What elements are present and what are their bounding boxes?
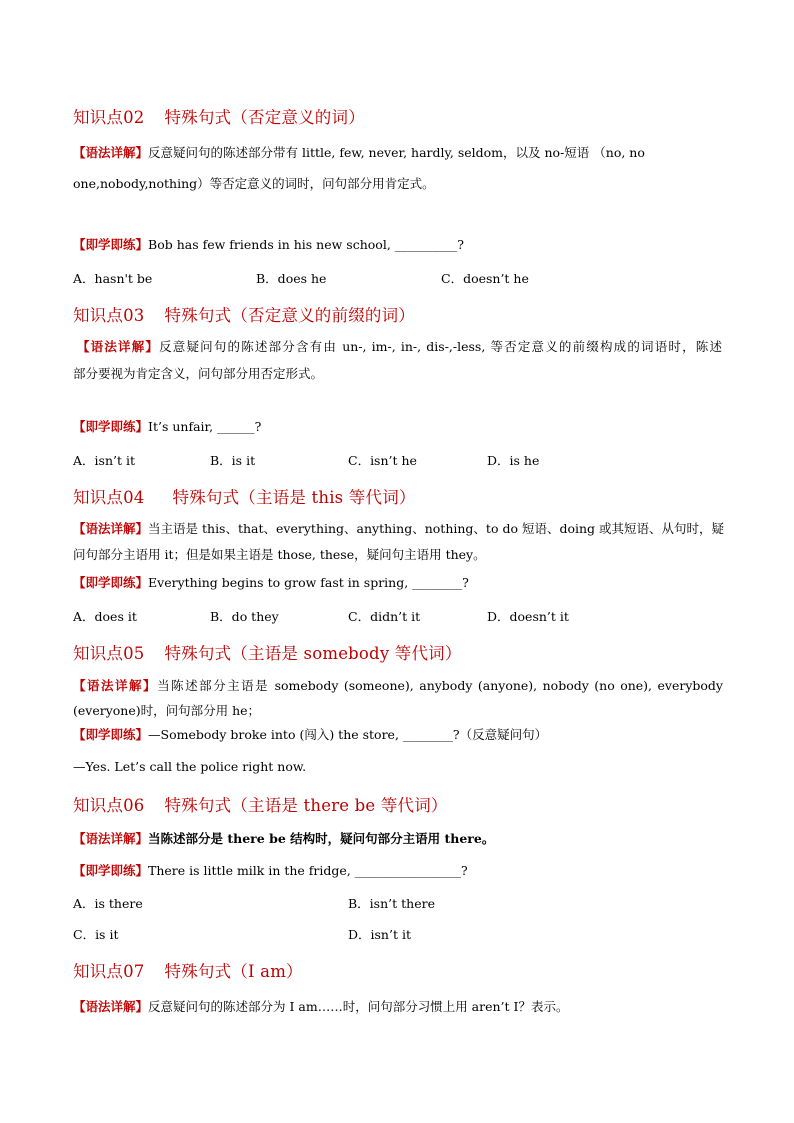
- grammar-tag: 【语法详解】: [77, 339, 160, 354]
- option-b: B．does he: [256, 271, 327, 286]
- option-a: A．is there: [73, 896, 143, 911]
- exercise-dialogue-line: —Yes. Let’s call the police right now.: [73, 759, 307, 774]
- grammar-text: 当主语是 this、that、everything、anything、nothing、to do 短语、doing 或其短语、从句时，疑: [148, 521, 725, 536]
- grammar-rule-line: [73, 145, 723, 161]
- section-number: 知识点06: [73, 796, 145, 815]
- grammar-tag: 【语法详解】: [73, 831, 149, 846]
- grammar-tag: 【语法详解】: [73, 521, 149, 536]
- section-title: 特殊句式（主语是 this 等代词）: [172, 488, 416, 507]
- option-d: D．is he: [487, 453, 540, 468]
- option-a: A．isn’t it: [73, 453, 135, 468]
- section-number: 知识点05: [73, 644, 145, 663]
- option-d: D．isn’t it: [348, 927, 411, 942]
- option-c: C．didn’t it: [348, 609, 421, 624]
- exercise-tag: 【即学即练】: [73, 727, 149, 742]
- section-title: 特殊句式（主语是 somebody 等代词）: [164, 644, 462, 663]
- exercise-text: It’s unfair, ______?: [148, 419, 262, 434]
- grammar-rule-line: 部分要视为肯定含义，问句部分用否定形式。: [73, 366, 324, 381]
- grammar-text: 当陈述部分主语是 somebody (someone), anybody (anyone), nobody (no one), everybody: [157, 678, 723, 693]
- exercise-line: [73, 419, 723, 435]
- exercise-line: [73, 863, 723, 879]
- section-number: 知识点03: [73, 306, 145, 325]
- grammar-tag: 【语法详解】: [73, 145, 149, 160]
- section-number: 知识点07: [73, 962, 145, 981]
- grammar-rule-line: [73, 999, 723, 1015]
- grammar-rule-line: [73, 678, 723, 694]
- option-c: C．doesn’t he: [441, 271, 529, 286]
- grammar-rule-line: one,nobody,nothing）等否定意义的词时，问句部分用肯定式。: [73, 176, 435, 191]
- grammar-rule-line: [77, 339, 722, 355]
- section-heading-03: [73, 302, 415, 326]
- section-title: 特殊句式（I am）: [164, 962, 303, 981]
- grammar-rule-line: (everyone)时，问句部分用 he；: [73, 703, 261, 718]
- exercise-tag: 【即学即练】: [73, 575, 149, 590]
- section-number: 知识点02: [73, 108, 145, 127]
- exercise-tag: 【即学即练】: [73, 419, 149, 434]
- exercise-tag: 【即学即练】: [73, 863, 149, 878]
- grammar-text: 当陈述部分是 there be 结构时，疑问句部分主语用 there。: [148, 831, 495, 846]
- section-number: 知识点04: [73, 488, 145, 507]
- section-heading-06: [73, 792, 448, 816]
- section-title: 特殊句式（否定意义的词）: [164, 108, 365, 127]
- exercise-line: [73, 727, 723, 743]
- exercise-text: —Somebody broke into (闯入) the store, ________?（反意疑问句）: [148, 727, 548, 742]
- grammar-rule-line: 问句部分主语用 it；但是如果主语是 those, these，疑问句主语用 they。: [73, 547, 486, 562]
- option-d: D．doesn’t it: [487, 609, 569, 624]
- exercise-line: [73, 237, 723, 253]
- option-c: C．is it: [73, 927, 119, 942]
- grammar-tag: 【语法详解】: [73, 678, 158, 693]
- section-heading-07: [73, 958, 303, 982]
- exercise-text: Bob has few friends in his new school, __________?: [148, 237, 464, 252]
- grammar-rule-line: [73, 521, 723, 537]
- grammar-rule-line: [73, 831, 723, 847]
- option-b: B．isn’t there: [348, 896, 435, 911]
- grammar-text: 反意疑问句的陈述部分带有 little, few, never, hardly, seldom，以及 no-短语 （no, no: [148, 145, 645, 160]
- section-heading-05: [73, 640, 462, 664]
- section-heading-02: [73, 104, 365, 128]
- option-b: B．is it: [210, 453, 256, 468]
- section-title: 特殊句式（否定意义的前缀的词）: [164, 306, 415, 325]
- option-a: A．hasn't be: [73, 271, 153, 286]
- section-heading-04: [73, 484, 416, 508]
- grammar-tag: 【语法详解】: [73, 999, 149, 1014]
- exercise-text: Everything begins to grow fast in spring, ________?: [148, 575, 469, 590]
- section-title: 特殊句式（主语是 there be 等代词）: [164, 796, 448, 815]
- option-b: B．do they: [210, 609, 279, 624]
- option-c: C．isn’t he: [348, 453, 417, 468]
- exercise-tag: 【即学即练】: [73, 237, 149, 252]
- exercise-line: [73, 575, 723, 591]
- grammar-text: 反意疑问句的陈述部分为 I am……时，问句部分习惯上用 aren’t I？表示。: [148, 999, 569, 1014]
- option-a: A．does it: [73, 609, 137, 624]
- grammar-text: 反意疑问句的陈述部分含有由 un-, im-, in-, dis-,-less, 等否定意义的前缀构成的词语时，陈述: [159, 339, 722, 354]
- exercise-text: There is little milk in the fridge, _________________?: [148, 863, 468, 878]
